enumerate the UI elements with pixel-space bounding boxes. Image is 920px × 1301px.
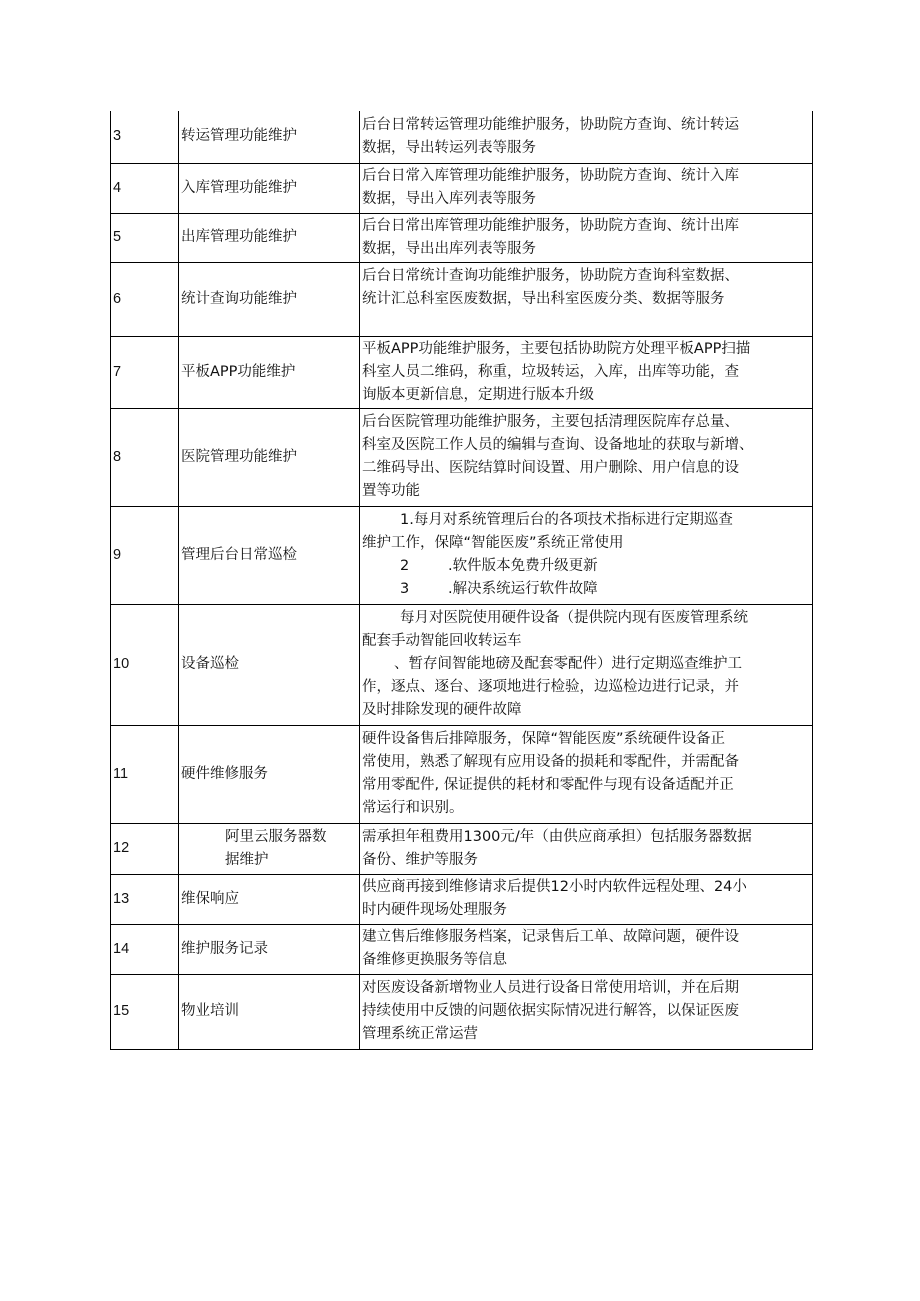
row-number: 4 [111,163,179,213]
table-row [111,725,813,823]
table-row [111,163,813,213]
row-item-name: 出库管理功能维护 [179,213,360,262]
row-number: 7 [111,336,179,408]
service-table [110,111,813,1050]
row-description: 1.每月对系统管理后台的各项技术指标进行定期巡查 维护工作，保障“智能医废”系统正常使用 2 .软件版本免费升级更新 3 .解决系统运行软件故障 [360,506,813,604]
row-item-name: 医院管理功能维护 [179,408,360,506]
table-row [111,924,813,974]
table-row [111,874,813,924]
table-row [111,823,813,874]
row-description: 每月对医院使用硬件设备（提供院内现有医废管理系统 配套手动智能回收转运车 、暂存间智能地磅及配套零配件）进行定期巡查维护工 作，逐点、逐台、逐项地进行检验，边巡检边进行记录，并 及时排除发现的硬件故障 [360,604,813,725]
row-item-name: 统计查询功能维护 [179,262,360,336]
row-number: 11 [111,725,179,823]
row-description: 平板APP功能维护服务，主要包括协助院方处理平板APP扫描 科室人员二维码，称重，垃圾转运，入库，出库等功能，查 询版本更新信息，定期进行版本升级 [360,336,813,408]
row-description: 后台日常出库管理功能维护服务，协助院方查询、统计出库 数据，导出出库列表等服务 [360,213,813,262]
row-number: 12 [111,823,179,874]
row-number: 3 [111,111,179,163]
table-row [111,111,813,163]
row-description: 硬件设备售后排障服务，保障“智能医废”系统硬件设备正 常使用，熟悉了解现有应用设备的损耗和零配件，并需配备 常用零配件, 保证提供的耗材和零配件与现有设备适配并正 常运行和识别。 [360,725,813,823]
table-row [111,604,813,725]
table-row [111,506,813,604]
row-description: 后台医院管理功能维护服务，主要包括清理医院库存总量、 科室及医院工作人员的编辑与查询、设备地址的获取与新增、 二维码导出、医院结算时间设置、用户删除、用户信息的设 置等功能 [360,408,813,506]
row-number: 8 [111,408,179,506]
row-item-name: 设备巡检 [179,604,360,725]
row-description: 建立售后维修服务档案，记录售后工单、故障问题，硬件设 备维修更换服务等信息 [360,924,813,974]
row-item-name: 物业培训 [179,974,360,1049]
row-number: 5 [111,213,179,262]
row-number: 6 [111,262,179,336]
row-number: 13 [111,874,179,924]
row-number: 15 [111,974,179,1049]
row-description: 后台日常转运管理功能维护服务，协助院方查询、统计转运 数据，导出转运列表等服务 [360,111,813,163]
row-number: 14 [111,924,179,974]
row-number: 10 [111,604,179,725]
row-description: 后台日常统计查询功能维护服务，协助院方查询科室数据、 统计汇总科室医废数据，导出科室医废分类、数据等服务 [360,262,813,336]
row-item-name: 入库管理功能维护 [179,163,360,213]
row-description: 后台日常入库管理功能维护服务，协助院方查询、统计入库 数据，导出入库列表等服务 [360,163,813,213]
row-number: 9 [111,506,179,604]
row-item-name: 转运管理功能维护 [179,111,360,163]
row-item-name: 管理后台日常巡检 [179,506,360,604]
row-item-name: 硬件维修服务 [179,725,360,823]
table-row [111,408,813,506]
row-description: 供应商再接到维修请求后提供12小时内软件远程处理、24小 时内硬件现场处理服务 [360,874,813,924]
row-item-name: 阿里云服务器数 据维护 [179,823,360,874]
row-description: 对医废设备新增物业人员进行设备日常使用培训，并在后期 持续使用中反馈的问题依据实际情况进行解答，以保证医废 管理系统正常运营 [360,974,813,1049]
table-row [111,336,813,408]
table-row [111,213,813,262]
table-row [111,974,813,1049]
row-item-name: 维护服务记录 [179,924,360,974]
table-row [111,262,813,336]
row-item-name: 平板APP功能维护 [179,336,360,408]
row-item-name: 维保响应 [179,874,360,924]
row-description: 需承担年租费用1300元/年（由供应商承担）包括服务器数据 备份、维护等服务 [360,823,813,874]
